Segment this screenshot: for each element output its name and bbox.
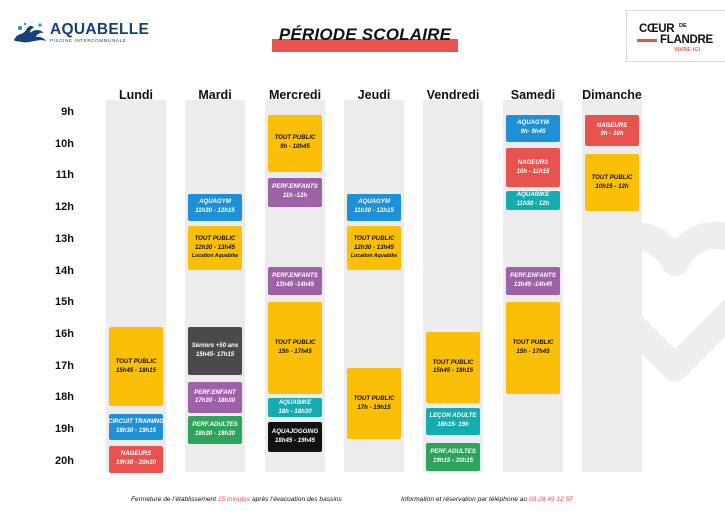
session-block[interactable] [188,416,242,445]
session-name: NAGEURS [596,121,628,129]
day-header: Mercredi [268,88,322,102]
booking-info-text: Information et réservation par téléphone au [401,496,529,503]
closing-notice-text-end: après l’évacuation des bassins [250,496,342,503]
session-time: 19h30 - 20h30 [116,459,156,467]
closing-notice [131,496,342,503]
booking-phone-link[interactable]: 03 28 49 12 57 [528,496,573,503]
session-block[interactable] [506,302,560,394]
day-header: Vendredi [426,88,480,102]
session-block[interactable] [109,446,163,473]
session-name: TOUT PUBLIC [194,235,236,243]
session-time: 11h -12h [282,192,308,200]
day-header: Lundi [118,88,153,102]
logo-subtitle: PISCINE INTERCOMMUNALE [50,38,127,44]
aquabelle-logo [12,20,149,46]
hour-label: 15h [55,296,74,309]
session-name: TOUT PUBLIC [274,338,316,346]
session-time: 11h30 - 12h15 [354,207,394,215]
session-time: 11h30 - 12h [516,200,550,208]
session-name: PERF.ENFANTS [510,272,556,280]
session-time: 18h45 - 19h45 [275,437,315,445]
logo-name: AQUABELLE [50,20,150,38]
session-name: PERF.ADULTES [430,448,476,456]
water-splash-icon [12,20,48,46]
session-note: Location Aquabike [350,252,398,259]
hour-label: 20h [55,454,74,467]
session-block[interactable] [506,148,560,188]
session-time: 18h30 - 19h30 [195,429,235,437]
day-header: Jeudi [357,88,391,102]
session-name: TOUT PUBLIC [432,358,474,366]
day-header: Dimanche [582,88,642,102]
session-time: 10h - 11h15 [516,167,550,175]
session-block[interactable] [585,115,639,147]
hour-label: 11h [55,169,74,182]
session-block[interactable] [426,408,480,435]
session-time: 17h30 - 18h30 [195,397,235,405]
hour-label: 13h [55,232,74,245]
session-name: PERF.ENFANT [194,388,236,396]
session-time: 12h30 - 13h45 [195,243,235,251]
session-time: 15h - 17h45 [516,347,550,355]
session-time: 10h15 - 12h [595,182,629,190]
session-block[interactable] [268,267,322,296]
session-name: PERF.ADULTES [192,421,238,429]
session-block[interactable] [109,327,163,406]
session-block[interactable] [347,226,401,270]
session-time: 15h45- 17h15 [195,350,235,358]
session-name: TOUT PUBLIC [353,235,395,243]
session-block[interactable] [268,115,322,172]
session-name: TOUT PUBLIC [591,173,633,181]
session-block[interactable] [268,398,322,417]
session-time: 15h45 - 18h15 [433,367,473,375]
session-note: Location Aquabike [191,252,239,259]
session-block[interactable] [585,154,639,211]
session-name: Séniors +50 ans [191,341,239,349]
session-time: 18h30 - 19h15 [116,426,156,434]
session-name: AQUABIKE [516,191,550,199]
session-name: TOUT PUBLIC [274,134,316,142]
closing-notice-highlight: 15 minutes [217,496,251,503]
session-name: PERF.ENFANTS [272,183,318,191]
session-name: CIRCUIT TRAINING [108,417,164,425]
cf-logo-dash [637,39,657,42]
session-time: 13h45 -14h45 [513,280,553,288]
cf-logo-tagline: VIVRE ICI [674,47,701,53]
cf-logo-line1: CŒUR [639,23,675,35]
hour-label: 14h [55,264,74,277]
session-name: AQUAGYM [358,198,390,206]
session-name: NAGEURS [120,450,152,458]
session-time: 19h15 - 20h15 [433,456,473,464]
session-name: LEÇON ADULTE [429,412,477,420]
session-time: 18h - 18h30 [278,407,312,415]
session-time: 9h - 10h [600,130,624,138]
session-block[interactable] [426,332,480,403]
session-block[interactable] [188,327,242,375]
session-block[interactable] [268,422,322,452]
cf-logo-line2: FLANDRE [660,34,713,46]
session-name: NAGEURS [517,158,549,166]
session-block[interactable] [426,443,480,472]
session-name: PERF.ENFANTS [272,272,318,280]
day-header: Mardi [198,88,232,102]
session-block[interactable] [188,194,242,221]
hour-label: 10h [55,137,74,150]
session-block[interactable] [268,302,322,394]
hour-label: 16h [55,327,74,340]
session-time: 15h45 - 18h15 [116,366,156,374]
session-block[interactable] [347,194,401,221]
hour-label: 18h [55,391,74,404]
hour-label: 17h [55,359,74,372]
session-time: 15h - 17h45 [278,347,312,355]
session-block[interactable] [506,267,560,296]
session-block[interactable] [506,191,560,210]
session-block[interactable] [347,368,401,439]
session-block[interactable] [188,226,242,270]
session-block[interactable] [268,178,322,207]
session-time: 11h30 - 12h15 [195,207,235,215]
hour-label: 12h [55,201,74,214]
coeur-de-flandre-logo [626,10,725,62]
day-header: Samedi [510,88,556,102]
session-block[interactable] [506,115,560,142]
session-time: 17h - 19h15 [357,403,391,411]
hour-label: 9h [61,106,74,118]
session-block[interactable] [188,382,242,412]
session-name: TOUT PUBLIC [115,357,157,365]
booking-info [401,496,573,503]
session-name: AQUABIKE [278,398,312,406]
page-title: PÉRIODE SCOLAIRE [278,25,452,44]
session-time: 18h15- 19h [437,421,469,429]
session-time: 9h - 10h45 [280,143,310,151]
hour-label: 19h [55,423,74,435]
session-time: 12h30 - 13h45 [354,243,394,251]
session-name: TOUT PUBLIC [512,338,554,346]
session-name: TOUT PUBLIC [353,395,395,402]
cf-logo-de: DE [679,23,687,29]
session-name: AQUAJOGGING [271,428,319,436]
session-name: AQUAGYM [517,119,549,127]
page-title-block [272,22,458,52]
session-time: 13h45 -14h45 [275,280,315,288]
closing-notice-text: Fermeture de l’établissement [131,496,218,503]
session-time: 9h- 9h45 [520,128,546,136]
session-block[interactable] [109,414,163,439]
session-name: AQUAGYM [199,198,231,206]
